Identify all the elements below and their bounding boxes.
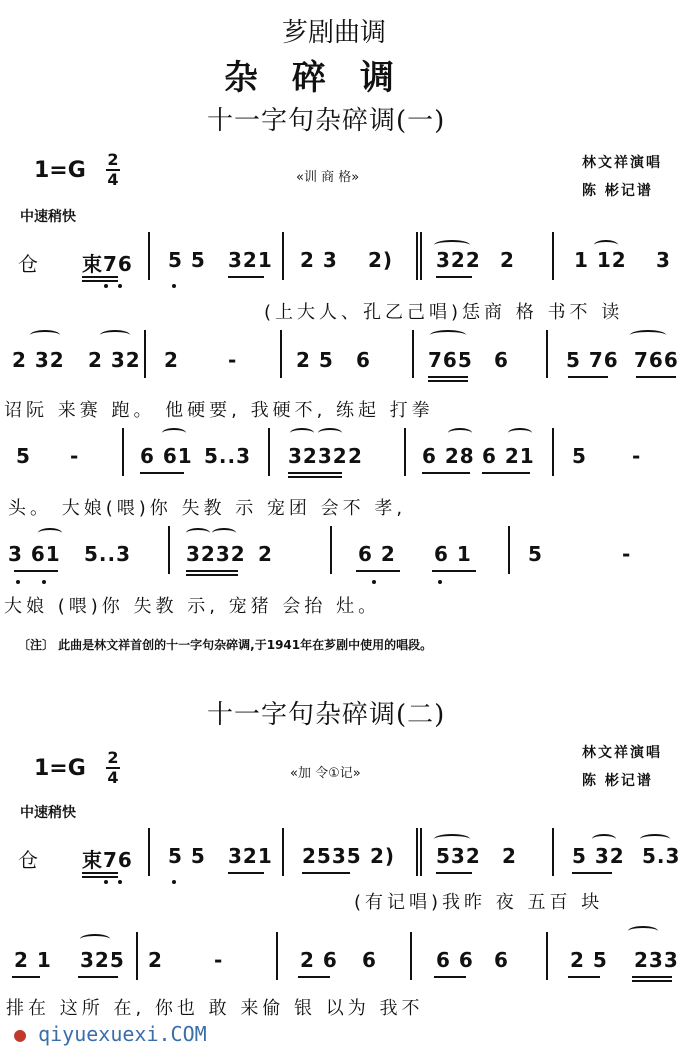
- note-group: -: [632, 444, 642, 468]
- note-group: 2 6: [300, 948, 338, 972]
- beam-line: [288, 476, 342, 478]
- barline: [148, 828, 150, 876]
- barline: [552, 232, 554, 280]
- score-row: [10, 348, 690, 378]
- section2-title: 十一字句杂碎调(二): [207, 700, 446, 730]
- watermark-dot-icon: ●: [14, 1022, 27, 1046]
- barline: [546, 330, 548, 378]
- note-group: 325: [80, 948, 125, 972]
- score-row: [10, 542, 690, 572]
- octave-dot: [16, 580, 20, 584]
- beam-line: [186, 570, 238, 572]
- octave-dot: [172, 284, 176, 288]
- note-group: 532: [436, 844, 481, 868]
- note-group: 6 21: [482, 444, 535, 468]
- beam-line: [632, 976, 672, 978]
- slur-mark: [640, 834, 670, 844]
- slur-mark: [434, 834, 470, 844]
- beam-line: [568, 976, 600, 978]
- note-group: 2: [500, 248, 515, 272]
- barline: [552, 428, 554, 476]
- note-group: 5..3: [204, 444, 252, 468]
- note-group: -: [228, 348, 238, 372]
- score-row: [10, 844, 690, 874]
- note-group: 322: [436, 248, 481, 272]
- beam-line: [434, 976, 466, 978]
- note-group: 6 2: [358, 542, 396, 566]
- lyric-line: 大娘 (喂)你 失教 示, 宠猪 会抬 灶。: [4, 596, 381, 617]
- barline: [412, 330, 414, 378]
- octave-dot: [104, 880, 108, 884]
- time-signature-1: [106, 152, 120, 188]
- slur-mark: [318, 428, 342, 438]
- note-group: -: [622, 542, 632, 566]
- note-group: 233: [634, 948, 679, 972]
- beam-line: [228, 872, 264, 874]
- note-group: 束76: [82, 848, 133, 872]
- note-group: 2: [502, 844, 517, 868]
- beam-line: [288, 472, 342, 474]
- style-label-1: «训 商 格»: [296, 170, 360, 185]
- note-group: 2 5: [296, 348, 334, 372]
- beam-line: [632, 980, 672, 982]
- slur-mark: [186, 528, 210, 538]
- score-row: [10, 248, 690, 278]
- note-group: 2: [348, 444, 363, 468]
- note-group: 6: [362, 948, 377, 972]
- beam-line: [82, 876, 118, 878]
- score-row: [10, 444, 690, 474]
- slur-mark: [212, 528, 236, 538]
- note-group: 765: [428, 348, 473, 372]
- slur-mark: [592, 834, 616, 844]
- note-group: 1 12: [574, 248, 627, 272]
- slur-mark: [594, 240, 618, 250]
- note-group: 仓: [18, 848, 39, 872]
- slur-mark: [448, 428, 472, 438]
- main-title: 杂碎调: [224, 58, 428, 98]
- octave-dot: [42, 580, 46, 584]
- meter-bottom: 4: [107, 768, 119, 787]
- watermark-text: [14, 1022, 207, 1046]
- beam-line: [14, 570, 58, 572]
- note-group: 6 28: [422, 444, 475, 468]
- beam-line: [82, 872, 118, 874]
- beam-line: [12, 976, 40, 978]
- lyric-line: (有记唱)我昨 夜 五百 块: [354, 892, 604, 913]
- barline: [404, 428, 406, 476]
- barline: [508, 526, 510, 574]
- barline: [276, 932, 278, 980]
- transcriber-credit-2: 陈 彬记谱: [582, 773, 653, 789]
- note-group: 5 32: [572, 844, 625, 868]
- beam-line: [82, 276, 118, 278]
- note-group: 3232: [288, 444, 348, 468]
- slur-mark: [80, 934, 110, 944]
- barline: [552, 828, 554, 876]
- slur-mark: [630, 330, 666, 340]
- tempo-marking-2: 中速稍快: [20, 805, 76, 821]
- slur-mark: [290, 428, 314, 438]
- note-group: 2): [368, 248, 394, 272]
- note-group: 2 32: [12, 348, 65, 372]
- key-signature-1: 1=G: [34, 158, 86, 183]
- note-group: -: [70, 444, 80, 468]
- slur-mark: [628, 926, 658, 936]
- meter-top: 2: [107, 748, 119, 767]
- octave-dot: [438, 580, 442, 584]
- note-group: 6 61: [140, 444, 193, 468]
- beam-line: [186, 574, 238, 576]
- barline: [416, 232, 418, 280]
- footnote: 〔注〕 此曲是林文祥首创的十一字句杂碎调,于1941年在芗剧中使用的唱段。: [18, 638, 433, 652]
- lyric-line: 头。 大娘(喂)你 失教 示 宠团 会不 孝,: [8, 498, 407, 519]
- note-group: 5 76: [566, 348, 619, 372]
- slur-mark: [434, 240, 470, 250]
- slur-mark: [162, 428, 186, 438]
- note-group: 束76: [82, 252, 133, 276]
- slur-mark: [30, 330, 60, 340]
- beam-line: [82, 280, 118, 282]
- beam-line: [140, 472, 184, 474]
- slur-mark: [38, 528, 62, 538]
- note-group: 2 1: [14, 948, 52, 972]
- barline: [282, 232, 284, 280]
- lyric-line: (上大人、孔乙己唱)恁商 格 书不 读: [264, 302, 624, 323]
- beam-line: [432, 570, 476, 572]
- barline: [168, 526, 170, 574]
- note-group: 2 5: [570, 948, 608, 972]
- note-group: -: [214, 948, 224, 972]
- barline: [410, 932, 412, 980]
- section1-title: 十一字句杂碎调(一): [207, 106, 446, 136]
- note-group: 2: [164, 348, 179, 372]
- note-group: 6: [356, 348, 371, 372]
- note-group: 2: [148, 948, 163, 972]
- singer-credit-1: 林文祥演唱: [582, 155, 662, 171]
- note-group: 6: [494, 948, 509, 972]
- beam-line: [436, 872, 472, 874]
- note-group: 6 1: [434, 542, 472, 566]
- slur-mark: [100, 330, 130, 340]
- beam-line: [482, 472, 530, 474]
- beam-line: [428, 376, 468, 378]
- style-label-2: «加 令①记»: [290, 766, 361, 781]
- note-group: 5: [572, 444, 587, 468]
- barline: [280, 330, 282, 378]
- beam-line: [228, 276, 264, 278]
- slur-mark: [508, 428, 532, 438]
- barline: [268, 428, 270, 476]
- supertitle: 芗剧曲调: [282, 18, 387, 48]
- barline: [136, 932, 138, 980]
- beam-line: [302, 872, 350, 874]
- note-group: 2: [258, 542, 273, 566]
- barline: [282, 828, 284, 876]
- octave-dot: [172, 880, 176, 884]
- beam-line: [78, 976, 118, 978]
- beam-line: [422, 472, 470, 474]
- beam-line: [356, 570, 400, 572]
- slur-mark: [430, 330, 466, 340]
- barline: [546, 932, 548, 980]
- barline: [122, 428, 124, 476]
- singer-credit-2: 林文祥演唱: [582, 745, 662, 761]
- transcriber-credit-1: 陈 彬记谱: [582, 183, 653, 199]
- meter-bottom: 4: [107, 170, 119, 189]
- octave-dot: [372, 580, 376, 584]
- key-signature-2: 1=G: [34, 756, 86, 781]
- tempo-marking-1: 中速稍快: [20, 209, 76, 225]
- note-group: 5..3: [84, 542, 132, 566]
- beam-line: [636, 376, 676, 378]
- beam-line: [572, 872, 612, 874]
- note-group: 2535: [302, 844, 362, 868]
- note-group: 321: [228, 844, 273, 868]
- octave-dot: [118, 880, 122, 884]
- watermark-label: qiyuexuexi.COM: [38, 1022, 207, 1046]
- note-group: 5 5: [168, 844, 206, 868]
- note-group: 3: [656, 248, 671, 272]
- score-row: [10, 948, 690, 978]
- note-group: 2 3: [300, 248, 338, 272]
- barline: [148, 232, 150, 280]
- barline: [330, 526, 332, 574]
- note-group: 3 61: [8, 542, 61, 566]
- note-group: 766: [634, 348, 679, 372]
- lyric-line: 诏阮 来赛 跑。 他硬要, 我硬不, 练起 打拳: [4, 400, 434, 421]
- octave-dot: [118, 284, 122, 288]
- meter-top: 2: [107, 150, 119, 169]
- lyric-line: 排在 这所 在, 你也 敢 来偷 银 以为 我不: [6, 998, 424, 1019]
- note-group: 6 6: [436, 948, 474, 972]
- barline: [144, 330, 146, 378]
- note-group: 5: [528, 542, 543, 566]
- note-group: 3232: [186, 542, 246, 566]
- note-group: 6: [494, 348, 509, 372]
- note-group: 5: [16, 444, 31, 468]
- octave-dot: [104, 284, 108, 288]
- note-group: 2): [370, 844, 396, 868]
- beam-line: [428, 380, 468, 382]
- barline: [420, 232, 422, 280]
- time-signature-2: [106, 750, 120, 786]
- beam-line: [568, 376, 608, 378]
- note-group: 2 32: [88, 348, 141, 372]
- note-group: 5 5: [168, 248, 206, 272]
- barline: [420, 828, 422, 876]
- barline: [416, 828, 418, 876]
- beam-line: [436, 276, 472, 278]
- beam-line: [298, 976, 330, 978]
- note-group: 321: [228, 248, 273, 272]
- note-group: 5.3: [642, 844, 681, 868]
- note-group: 仓: [18, 252, 39, 276]
